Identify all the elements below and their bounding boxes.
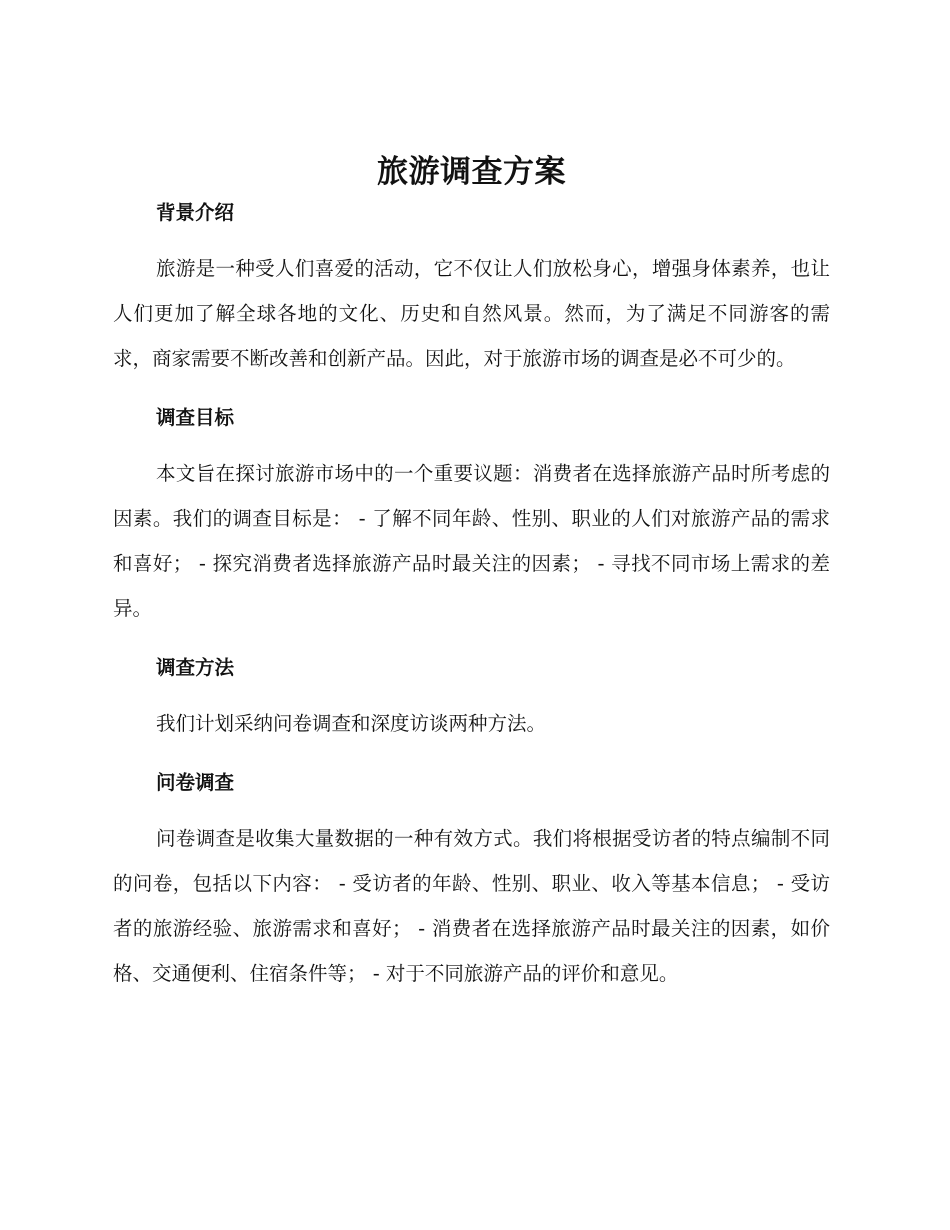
section-heading-background: 背景介绍: [156, 201, 235, 224]
section-heading-methods: 调查方法: [156, 656, 235, 679]
document-title: 旅游调查方案: [377, 154, 566, 190]
section-heading-objectives: 调查目标: [156, 406, 235, 429]
section-paragraph-questionnaire: 问卷调查是收集大量数据的一种有效方式。我们将根据受访者的特点编制不同的问卷，包括以下内容： - 受访者的年龄、性别、职业、收入等基本信息； - 受访者的旅游经验、旅游需求和喜好； - 消费者在选择旅游产品时最关注的因素，如价格、交通便利、住宿条件等； - 对于不同旅游产品的评价和意见。: [113, 827, 830, 985]
section-paragraph-background: 旅游是一种受人们喜爱的活动，它不仅让人们放松身心，增强身体素养，也让人们更加了解全球各地的文化、历史和自然风景。然而，为了满足不同游客的需求，商家需要不断改善和创新产品。因此，对于旅游市场的调查是必不可少的。: [113, 257, 830, 370]
section-paragraph-objectives: 本文旨在探讨旅游市场中的一个重要议题：消费者在选择旅游产品时所考虑的因素。我们的调查目标是： - 了解不同年龄、性别、职业的人们对旅游产品的需求和喜好； - 探究消费者选择旅游产品时最关注的因素； - 寻找不同市场上需求的差异。: [113, 462, 830, 620]
section-heading-questionnaire: 问卷调查: [156, 771, 235, 794]
section-paragraph-methods: 我们计划采纳问卷调查和深度访谈两种方法。: [156, 712, 547, 735]
